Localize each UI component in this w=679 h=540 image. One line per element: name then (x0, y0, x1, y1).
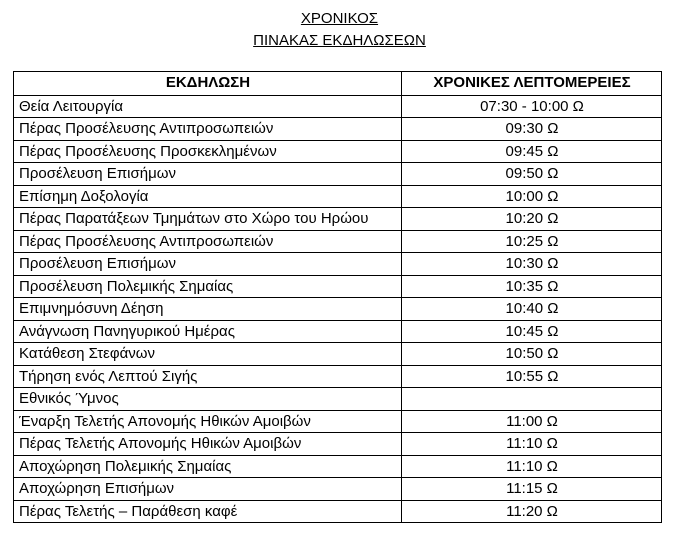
event-cell: Αποχώρηση Επισήμων (14, 478, 402, 501)
event-cell: Προσέλευση Πολεμικής Σημαίας (14, 275, 402, 298)
time-cell: 10:35 Ω (402, 275, 662, 298)
time-cell: 10:45 Ω (402, 320, 662, 343)
table-row (14, 500, 662, 523)
event-cell: Προσέλευση Επισήμων (14, 163, 402, 186)
table-row (14, 118, 662, 141)
table-row (14, 230, 662, 253)
table-row (14, 320, 662, 343)
event-cell: Πέρας Τελετής – Παράθεση καφέ (14, 500, 402, 523)
time-cell: 10:20 Ω (402, 208, 662, 231)
time-cell (402, 388, 662, 411)
event-cell: Πέρας Προσέλευσης Αντιπροσωπειών (14, 230, 402, 253)
time-cell: 11:10 Ω (402, 433, 662, 456)
time-cell: 10:50 Ω (402, 343, 662, 366)
time-cell: 11:20 Ω (402, 500, 662, 523)
event-cell: Αποχώρηση Πολεμικής Σημαίας (14, 455, 402, 478)
table-row (14, 208, 662, 231)
document-title-line2: ΠΙΝΑΚΑΣ ΕΚΔΗΛΩΣΕΩΝ (253, 32, 426, 49)
event-cell: Πέρας Προσέλευσης Αντιπροσωπειών (14, 118, 402, 141)
table-row (14, 343, 662, 366)
event-cell: Κατάθεση Στεφάνων (14, 343, 402, 366)
table-row (14, 433, 662, 456)
time-cell: 10:40 Ω (402, 298, 662, 321)
time-cell: 11:15 Ω (402, 478, 662, 501)
time-cell: 11:00 Ω (402, 410, 662, 433)
column-header-time: ΧΡΟΝΙΚΕΣ ΛΕΠΤΟΜΕΡΕΙΕΣ (402, 72, 662, 96)
event-cell: Επιμνημόσυνη Δέηση (14, 298, 402, 321)
document-title-line1: ΧΡΟΝΙΚΟΣ (300, 10, 379, 27)
table-row (14, 275, 662, 298)
time-cell: 10:25 Ω (402, 230, 662, 253)
table-row (14, 365, 662, 388)
event-cell: Τήρηση ενός Λεπτού Σιγής (14, 365, 402, 388)
column-header-event: ΕΚΔΗΛΩΣΗ (14, 72, 402, 96)
time-cell: 10:00 Ω (402, 185, 662, 208)
time-cell: 11:10 Ω (402, 455, 662, 478)
table-row (14, 253, 662, 276)
table-row (14, 163, 662, 186)
event-cell: Πέρας Τελετής Απονομής Ηθικών Αμοιβών (14, 433, 402, 456)
event-cell: Θεία Λειτουργία (14, 95, 402, 118)
table-row (14, 388, 662, 411)
table-row (14, 185, 662, 208)
table-header-row (14, 72, 662, 96)
event-cell: Πέρας Παρατάξεων Τμημάτων στο Χώρο του Ηρώου (14, 208, 402, 231)
time-cell: 09:50 Ω (402, 163, 662, 186)
table-row (14, 140, 662, 163)
schedule-table (13, 71, 662, 523)
table-row (14, 455, 662, 478)
event-cell: Πέρας Προσέλευσης Προσκεκλημένων (14, 140, 402, 163)
time-cell: 10:55 Ω (402, 365, 662, 388)
time-cell: 07:30 - 10:00 Ω (402, 95, 662, 118)
event-cell: Εθνικός Ύμνος (14, 388, 402, 411)
table-row (14, 478, 662, 501)
time-cell: 09:30 Ω (402, 118, 662, 141)
table-row (14, 95, 662, 118)
event-cell: Ανάγνωση Πανηγυρικού Ημέρας (14, 320, 402, 343)
event-cell: Προσέλευση Επισήμων (14, 253, 402, 276)
event-cell: Έναρξη Τελετής Απονομής Ηθικών Αμοιβών (14, 410, 402, 433)
time-cell: 09:45 Ω (402, 140, 662, 163)
time-cell: 10:30 Ω (402, 253, 662, 276)
event-cell: Επίσημη Δοξολογία (14, 185, 402, 208)
table-row (14, 298, 662, 321)
table-row (14, 410, 662, 433)
